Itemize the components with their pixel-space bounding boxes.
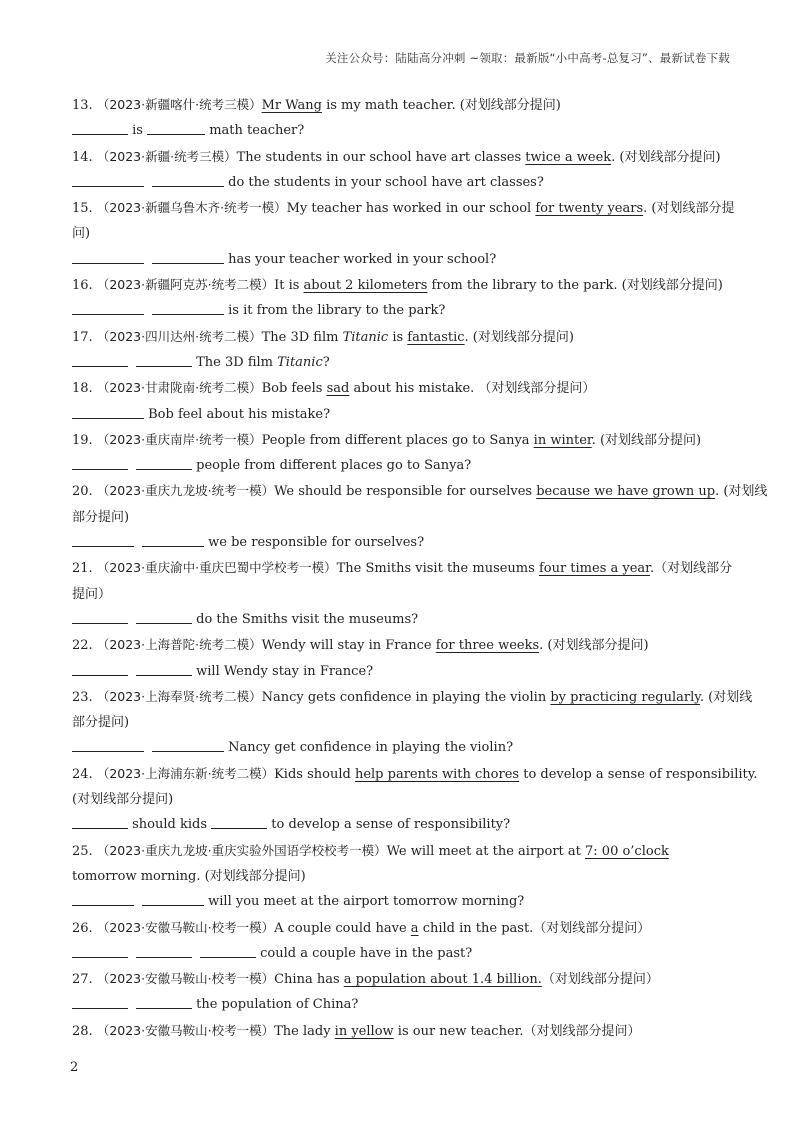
answer-line-24: should kids to develop a sense of responsibility?: [72, 812, 732, 837]
answer-blank[interactable]: [142, 532, 204, 547]
question-24-cont: (对划线部分提问): [72, 792, 174, 808]
answer-blank[interactable]: [72, 994, 128, 1009]
question-list: [72, 92, 768, 1044]
answer-blank[interactable]: [72, 609, 128, 624]
question-24: 24. （2023·上海浦东新·统考二模）Kids should help parents with chores to develop a sense of responsibility.: [72, 765, 758, 782]
answer-blank[interactable]: [72, 532, 134, 547]
answer-line-15: has your teacher worked in your school?: [72, 247, 732, 272]
answer-blank[interactable]: [136, 943, 192, 958]
answer-blank[interactable]: [72, 249, 144, 264]
question-23: 23. （2023·上海奉贤·统考二模）Nancy gets confidence in playing the violin by practicing regularly. (对划线: [72, 688, 753, 705]
answer-line-19: people from different places go to Sanya?: [72, 453, 732, 478]
answer-blank[interactable]: [200, 943, 256, 958]
question-15: 15. （2023·新疆乌鲁木齐·统考一模）My teacher has worked in our school for twenty years. (对划线部分提: [72, 200, 735, 217]
answer-blank[interactable]: [72, 120, 128, 135]
answer-line-25: will you meet at the airport tomorrow morning?: [72, 889, 732, 914]
answer-line-18: Bob feel about his mistake?: [72, 402, 732, 427]
answer-blank[interactable]: [72, 300, 144, 315]
answer-blank[interactable]: [72, 455, 128, 470]
answer-line-22: will Wendy stay in France?: [72, 659, 732, 684]
question-16: 16. （2023·新疆阿克苏·统考二模）It is about 2 kilometers from the library to the park. (对划线部分提问): [72, 277, 723, 294]
answer-blank[interactable]: [152, 172, 224, 187]
answer-line-17: The 3D film Titanic?: [72, 350, 732, 375]
answer-blank[interactable]: [152, 300, 224, 315]
answer-line-14: do the students in your school have art classes?: [72, 170, 732, 195]
page-header: 关注公众号：陆陆高分冲刺 ~领取：最新版“小中高考-总复习”、最新试卷下载: [325, 51, 730, 65]
question-15-cont: 问): [72, 226, 91, 242]
answer-blank[interactable]: [136, 352, 192, 367]
question-26: 26. （2023·安徽马鞍山·校考一模）A couple could have a child in the past.（对划线部分提问）: [72, 919, 651, 936]
answer-blank[interactable]: [152, 249, 224, 264]
question-21-cont: 提问）: [72, 586, 112, 602]
answer-blank[interactable]: [72, 737, 144, 752]
page-number: 2: [70, 1060, 79, 1075]
answer-blank[interactable]: [136, 661, 192, 676]
question-20-cont: 部分提问): [72, 509, 130, 525]
question-25-cont: tomorrow morning. (对划线部分提问): [72, 868, 306, 884]
answer-blank[interactable]: [72, 172, 144, 187]
question-17: 17. （2023·四川达州·统考二模）The 3D film Titanic is fantastic. (对划线部分提问): [72, 328, 574, 345]
question-20: 20. （2023·重庆九龙坡·统考一模）We should be responsible for ourselves because we have grown up. (对划线: [72, 483, 768, 500]
answer-blank[interactable]: [152, 737, 224, 752]
question-19: 19. （2023·重庆南岸·统考一模）People from different places go to Sanya in winter. (对划线部分提问): [72, 431, 702, 448]
question-21: 21. （2023·重庆渝中·重庆巴蜀中学校考一模）The Smiths visit the museums four times a year.（对划线部分: [72, 560, 733, 577]
answer-blank[interactable]: [72, 891, 134, 906]
answer-blank[interactable]: [147, 120, 205, 135]
answer-blank[interactable]: [72, 404, 144, 419]
answer-blank[interactable]: [72, 943, 128, 958]
answer-blank[interactable]: [136, 455, 192, 470]
question-27: 27. （2023·安徽马鞍山·校考一模）China has a population about 1.4 billion.（对划线部分提问）: [72, 971, 659, 988]
question-14: 14. （2023·新疆·统考三模）The students in our school have art classes twice a week. (对划线部分提问): [72, 148, 721, 165]
answer-line-27: the population of China?: [72, 992, 732, 1017]
answer-blank[interactable]: [142, 891, 204, 906]
answer-line-13: is math teacher?: [72, 118, 732, 143]
question-28: 28. （2023·安徽马鞍山·校考一模）The lady in yellow is our new teacher.（对划线部分提问）: [72, 1022, 641, 1039]
question-18: 18. （2023·甘肃陇南·统考二模）Bob feels sad about his mistake. （对划线部分提问）: [72, 380, 596, 397]
answer-line-20: we be responsible for ourselves?: [72, 530, 732, 555]
answer-blank[interactable]: [136, 994, 192, 1009]
question-25: 25. （2023·重庆九龙坡·重庆实验外国语学校校考一模）We will meet at the airport at 7: 00 o’clock: [72, 842, 669, 859]
question-23-cont: 部分提问): [72, 715, 130, 731]
answer-line-26: could a couple have in the past?: [72, 941, 732, 966]
answer-blank[interactable]: [211, 814, 267, 829]
question-22: 22. （2023·上海普陀·统考二模）Wendy will stay in France for three weeks. (对划线部分提问): [72, 637, 649, 654]
answer-blank[interactable]: [72, 352, 128, 367]
answer-line-16: is it from the library to the park?: [72, 298, 732, 323]
answer-line-23: Nancy get confidence in playing the violin?: [72, 735, 732, 760]
answer-blank[interactable]: [72, 661, 128, 676]
answer-blank[interactable]: [72, 814, 128, 829]
answer-blank[interactable]: [136, 609, 192, 624]
answer-line-21: do the Smiths visit the museums?: [72, 607, 732, 632]
question-13: 13. （2023·新疆喀什·统考三模）Mr Wang is my math teacher. (对划线部分提问): [72, 97, 561, 113]
